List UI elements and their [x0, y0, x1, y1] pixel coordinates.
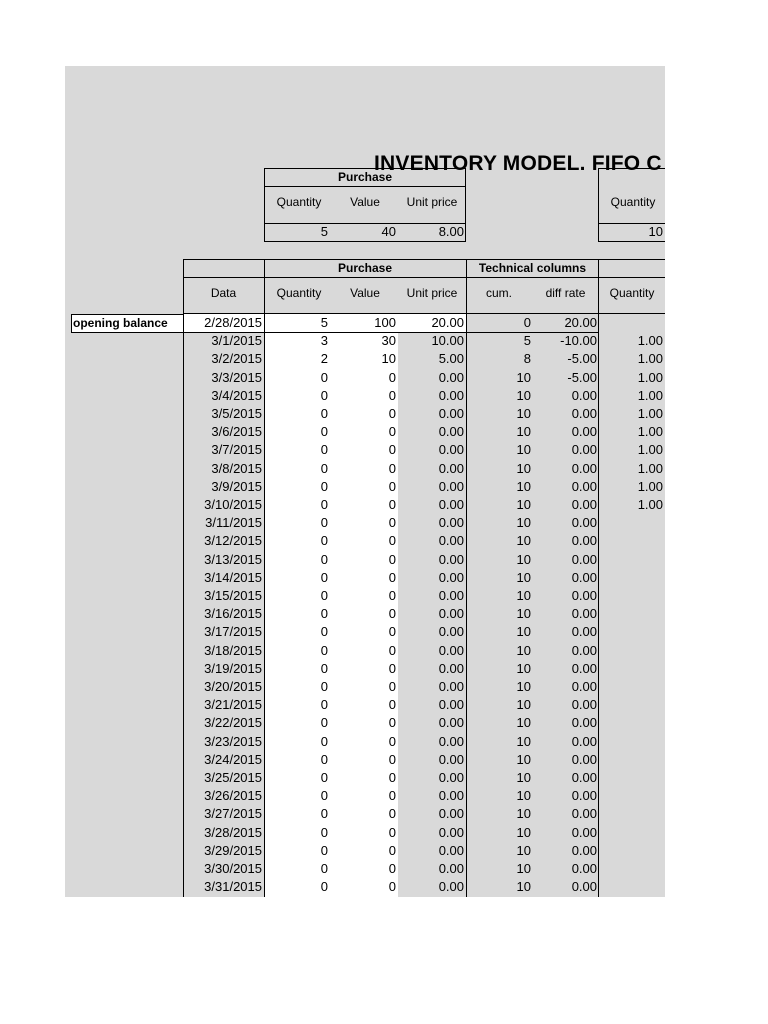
value-cell: 0 — [388, 551, 396, 567]
value-cell: 0 — [388, 879, 396, 895]
unit-price-cell: 0.00 — [438, 406, 464, 421]
unit-price-cell: 0.00 — [438, 606, 464, 622]
quantity-cell: 0 — [320, 551, 328, 567]
right-quantity-cell — [598, 587, 663, 605]
diff-rate-cell: 0.00 — [571, 442, 597, 458]
date-cell: 3/31/2015 — [204, 879, 262, 895]
unit-price-cell: 0.00 — [438, 861, 464, 876]
quantity-cell: 0 — [320, 697, 328, 713]
value-cell: 0 — [388, 824, 396, 840]
quantity-cell: 0 — [320, 824, 328, 840]
date-cell: 3/28/2015 — [204, 824, 262, 840]
cum-cell: 10 — [516, 733, 531, 749]
diff-rate-cell: -5.00 — [567, 351, 597, 367]
summary-header-quantity: Quantity — [276, 195, 322, 209]
cum-cell: 8 — [523, 351, 531, 367]
right-quantity-cell: 1.00 — [637, 369, 663, 385]
value-cell: 0 — [388, 697, 396, 713]
cum-cell: 10 — [516, 606, 531, 622]
date-cell: 3/24/2015 — [204, 751, 262, 767]
unit-price-cell: 0.00 — [438, 751, 464, 767]
value-cell: 0 — [388, 788, 396, 804]
header-data: Data — [210, 286, 237, 300]
cum-cell: 10 — [516, 697, 531, 713]
date-cell: 3/18/2015 — [204, 642, 262, 658]
right-quantity-cell — [598, 314, 663, 332]
right-quantity-cell — [598, 751, 663, 769]
summary-value-value: 40 — [381, 224, 396, 239]
right-quantity-cell — [598, 660, 663, 678]
opening-balance-label: opening balance — [73, 316, 168, 330]
date-cell: 3/25/2015 — [204, 770, 262, 785]
diff-rate-cell: 0.00 — [571, 715, 597, 731]
header-right-quantity: Quantity — [609, 286, 655, 300]
cum-cell: 10 — [516, 770, 531, 785]
right-quantity-cell — [598, 605, 663, 623]
diff-rate-cell: 0.00 — [571, 879, 597, 895]
value-cell: 0 — [388, 497, 396, 512]
right-quantity-cell — [598, 678, 663, 696]
date-cell: 3/15/2015 — [204, 588, 262, 603]
date-cell: 3/23/2015 — [204, 733, 262, 749]
unit-price-cell: 0.00 — [438, 533, 464, 549]
cum-cell: 10 — [516, 624, 531, 640]
date-cell: 3/17/2015 — [204, 624, 262, 640]
right-quantity-cell — [598, 860, 663, 878]
diff-rate-cell: 0.00 — [571, 497, 597, 512]
value-cell: 0 — [388, 588, 396, 603]
cum-cell: 0 — [523, 315, 531, 330]
diff-rate-cell: 0.00 — [571, 788, 597, 804]
date-cell: 3/9/2015 — [211, 478, 262, 494]
value-cell: 0 — [388, 460, 396, 476]
date-cell: 3/5/2015 — [211, 406, 262, 421]
value-cell: 0 — [388, 478, 396, 494]
value-cell: 0 — [388, 642, 396, 658]
diff-rate-cell: 0.00 — [571, 424, 597, 440]
date-cell: 3/16/2015 — [204, 606, 262, 622]
summary-unit-price-value: 8.00 — [438, 224, 464, 239]
diff-rate-cell: -5.00 — [567, 369, 597, 385]
right-quantity-cell — [598, 532, 663, 550]
right-quantity-cell — [598, 696, 663, 714]
right-quantity-cell — [598, 714, 663, 732]
cum-cell: 10 — [516, 569, 531, 585]
value-cell: 0 — [388, 424, 396, 440]
cum-cell: 10 — [516, 460, 531, 476]
quantity-cell: 0 — [320, 806, 328, 822]
diff-rate-cell: 0.00 — [571, 770, 597, 785]
date-cell: 3/2/2015 — [211, 351, 262, 367]
quantity-cell: 0 — [320, 387, 328, 403]
unit-price-cell: 0.00 — [438, 806, 464, 822]
date-cell: 3/8/2015 — [211, 460, 262, 476]
date-cell: 3/21/2015 — [204, 697, 262, 713]
diff-rate-cell: 0.00 — [571, 733, 597, 749]
quantity-cell: 0 — [320, 588, 328, 603]
cum-cell: 10 — [516, 861, 531, 876]
cum-cell: 10 — [516, 369, 531, 385]
quantity-cell: 0 — [320, 751, 328, 767]
right-quantity-cell — [598, 824, 663, 842]
diff-rate-cell: 0.00 — [571, 387, 597, 403]
unit-price-cell: 0.00 — [438, 842, 464, 858]
right-quantity-cell — [598, 551, 663, 569]
unit-price-cell: 0.00 — [438, 697, 464, 713]
diff-rate-cell: 0.00 — [571, 478, 597, 494]
diff-rate-cell: 0.00 — [571, 861, 597, 876]
unit-price-cell: 0.00 — [438, 551, 464, 567]
diff-rate-cell: 0.00 — [571, 569, 597, 585]
quantity-cell: 0 — [320, 406, 328, 421]
diff-rate-cell: 0.00 — [571, 660, 597, 676]
value-cell: 0 — [388, 442, 396, 458]
date-cell: 3/6/2015 — [211, 424, 262, 440]
header-cum: cum. — [485, 286, 512, 300]
date-cell: 3/14/2015 — [204, 569, 262, 585]
cum-cell: 5 — [523, 333, 531, 349]
diff-rate-cell: 0.00 — [571, 697, 597, 713]
date-cell: 3/19/2015 — [204, 660, 262, 676]
date-cell: 3/27/2015 — [204, 806, 262, 822]
unit-price-cell: 0.00 — [438, 569, 464, 585]
right-quantity-cell — [598, 787, 663, 805]
date-cell: 3/10/2015 — [204, 497, 262, 512]
diff-rate-cell: 0.00 — [571, 806, 597, 822]
cum-cell: 10 — [516, 842, 531, 858]
quantity-cell: 5 — [320, 315, 328, 330]
unit-price-cell: 0.00 — [438, 424, 464, 440]
cum-cell: 10 — [516, 879, 531, 895]
diff-rate-cell: 0.00 — [571, 606, 597, 622]
quantity-cell: 0 — [320, 679, 328, 694]
right-quantity-cell — [598, 623, 663, 641]
quantity-cell: 0 — [320, 660, 328, 676]
right-quantity-cell: 1.00 — [637, 442, 663, 458]
quantity-cell: 0 — [320, 770, 328, 785]
cum-cell: 10 — [516, 588, 531, 603]
quantity-cell: 0 — [320, 624, 328, 640]
cum-cell: 10 — [516, 642, 531, 658]
summary-header-unit-price: Unit price — [406, 195, 458, 209]
cum-cell: 10 — [516, 788, 531, 804]
right-quantity-cell: 1.00 — [637, 351, 663, 367]
quantity-cell: 0 — [320, 497, 328, 512]
value-cell: 0 — [388, 842, 396, 858]
header-value: Value — [350, 286, 380, 300]
right-quantity-cell — [598, 733, 663, 751]
cum-cell: 10 — [516, 424, 531, 440]
unit-price-cell: 0.00 — [438, 824, 464, 840]
header-diff-rate: diff rate — [545, 286, 586, 300]
right-quantity-cell: 1.00 — [637, 497, 663, 512]
unit-price-cell: 0.00 — [438, 733, 464, 749]
right-quantity-cell: 1.00 — [637, 406, 663, 421]
diff-rate-cell: 0.00 — [571, 624, 597, 640]
quantity-cell: 0 — [320, 715, 328, 731]
summary-quantity-value: 5 — [320, 224, 328, 239]
unit-price-cell: 0.00 — [438, 679, 464, 694]
cum-cell: 10 — [516, 406, 531, 421]
unit-price-cell: 0.00 — [438, 624, 464, 640]
right-quantity-cell — [598, 769, 663, 787]
table-group-technical: Technical columns — [478, 261, 587, 275]
right-quantity-cell: 1.00 — [637, 460, 663, 476]
quantity-cell: 0 — [320, 788, 328, 804]
diff-rate-cell: 0.00 — [571, 551, 597, 567]
cum-cell: 10 — [516, 497, 531, 512]
unit-price-cell: 0.00 — [438, 442, 464, 458]
cum-cell: 10 — [516, 824, 531, 840]
unit-price-cell: 0.00 — [438, 515, 464, 531]
date-cell: 3/13/2015 — [204, 551, 262, 567]
value-cell: 0 — [388, 679, 396, 694]
right-quantity-cell: 1.00 — [637, 424, 663, 440]
diff-rate-cell: 0.00 — [571, 515, 597, 531]
quantity-cell: 0 — [320, 569, 328, 585]
cum-cell: 10 — [516, 679, 531, 694]
cum-cell: 10 — [516, 478, 531, 494]
value-cell: 100 — [374, 315, 396, 330]
unit-price-cell: 10.00 — [431, 333, 464, 349]
summary-right-header: Quantity — [610, 195, 656, 209]
header-unit-price: Unit price — [406, 286, 458, 300]
value-cell: 0 — [388, 751, 396, 767]
diff-rate-cell: -10.00 — [560, 333, 597, 349]
quantity-cell: 0 — [320, 861, 328, 876]
date-cell: 3/26/2015 — [204, 788, 262, 804]
value-cell: 0 — [388, 387, 396, 403]
cum-cell: 10 — [516, 551, 531, 567]
value-cell: 0 — [388, 606, 396, 622]
unit-price-cell: 20.00 — [431, 315, 464, 330]
value-cell: 0 — [388, 515, 396, 531]
value-cell: 0 — [388, 569, 396, 585]
quantity-cell: 0 — [320, 606, 328, 622]
unit-price-cell: 0.00 — [438, 660, 464, 676]
diff-rate-cell: 20.00 — [564, 315, 597, 330]
unit-price-cell: 0.00 — [438, 497, 464, 512]
date-cell: 2/28/2015 — [204, 315, 262, 330]
right-quantity-cell — [598, 569, 663, 587]
date-cell: 3/1/2015 — [211, 333, 262, 349]
cum-cell: 10 — [516, 515, 531, 531]
spreadsheet-area — [65, 66, 665, 897]
quantity-cell: 0 — [320, 369, 328, 385]
date-cell: 3/12/2015 — [204, 533, 262, 549]
unit-price-cell: 0.00 — [438, 715, 464, 731]
unit-price-cell: 0.00 — [438, 588, 464, 603]
header-quantity: Quantity — [276, 286, 322, 300]
date-cell: 3/7/2015 — [211, 442, 262, 458]
cum-cell: 10 — [516, 533, 531, 549]
quantity-cell: 0 — [320, 533, 328, 549]
right-quantity-cell — [598, 805, 663, 823]
cum-cell: 10 — [516, 660, 531, 676]
right-quantity-cell — [598, 514, 663, 532]
diff-rate-cell: 0.00 — [571, 533, 597, 549]
unit-price-cell: 0.00 — [438, 478, 464, 494]
summary-group-label: Purchase — [337, 170, 393, 184]
quantity-cell: 0 — [320, 879, 328, 895]
quantity-cell: 0 — [320, 424, 328, 440]
right-quantity-cell: 1.00 — [637, 478, 663, 494]
unit-price-cell: 0.00 — [438, 460, 464, 476]
date-cell: 3/20/2015 — [204, 679, 262, 694]
right-quantity-cell — [598, 878, 663, 896]
quantity-cell: 0 — [320, 842, 328, 858]
summary-right-value: 10 — [648, 224, 663, 239]
value-cell: 0 — [388, 733, 396, 749]
cum-cell: 10 — [516, 387, 531, 403]
diff-rate-cell: 0.00 — [571, 642, 597, 658]
unit-price-cell: 0.00 — [438, 387, 464, 403]
value-cell: 0 — [388, 369, 396, 385]
diff-rate-cell: 0.00 — [571, 679, 597, 694]
quantity-cell: 0 — [320, 515, 328, 531]
diff-rate-cell: 0.00 — [571, 588, 597, 603]
quantity-cell: 0 — [320, 442, 328, 458]
page-title: INVENTORY MODEL. FIFO C — [374, 152, 662, 175]
value-cell: 0 — [388, 533, 396, 549]
date-cell: 3/22/2015 — [204, 715, 262, 731]
unit-price-cell: 0.00 — [438, 770, 464, 785]
right-quantity-cell — [598, 842, 663, 860]
diff-rate-cell: 0.00 — [571, 406, 597, 421]
unit-price-cell: 0.00 — [438, 788, 464, 804]
right-quantity-cell: 1.00 — [637, 333, 663, 349]
unit-price-cell: 5.00 — [438, 351, 464, 367]
value-cell: 0 — [388, 406, 396, 421]
diff-rate-cell: 0.00 — [571, 751, 597, 767]
unit-price-cell: 0.00 — [438, 642, 464, 658]
date-cell: 3/29/2015 — [204, 842, 262, 858]
diff-rate-cell: 0.00 — [571, 824, 597, 840]
diff-rate-cell: 0.00 — [571, 842, 597, 858]
value-cell: 0 — [388, 770, 396, 785]
cum-cell: 10 — [516, 442, 531, 458]
quantity-cell: 0 — [320, 733, 328, 749]
unit-price-cell: 0.00 — [438, 879, 464, 895]
value-cell: 10 — [381, 351, 396, 367]
value-cell: 0 — [388, 715, 396, 731]
value-cell: 0 — [388, 660, 396, 676]
diff-rate-cell: 0.00 — [571, 460, 597, 476]
quantity-cell: 0 — [320, 642, 328, 658]
right-quantity-cell — [598, 642, 663, 660]
quantity-cell: 2 — [320, 351, 328, 367]
value-cell: 0 — [388, 624, 396, 640]
summary-header-value: Value — [350, 195, 380, 209]
date-cell: 3/4/2015 — [211, 387, 262, 403]
date-cell: 3/3/2015 — [211, 369, 262, 385]
value-cell: 0 — [388, 861, 396, 876]
cum-cell: 10 — [516, 806, 531, 822]
unit-price-cell: 0.00 — [438, 369, 464, 385]
table-group-purchase: Purchase — [337, 261, 393, 275]
right-quantity-cell: 1.00 — [637, 387, 663, 403]
quantity-cell: 0 — [320, 478, 328, 494]
value-cell: 0 — [388, 806, 396, 822]
date-cell: 3/11/2015 — [205, 515, 262, 531]
quantity-cell: 0 — [320, 460, 328, 476]
quantity-cell: 3 — [320, 333, 328, 349]
date-cell: 3/30/2015 — [204, 861, 262, 876]
cum-cell: 10 — [516, 715, 531, 731]
value-cell: 30 — [381, 333, 396, 349]
cum-cell: 10 — [516, 751, 531, 767]
